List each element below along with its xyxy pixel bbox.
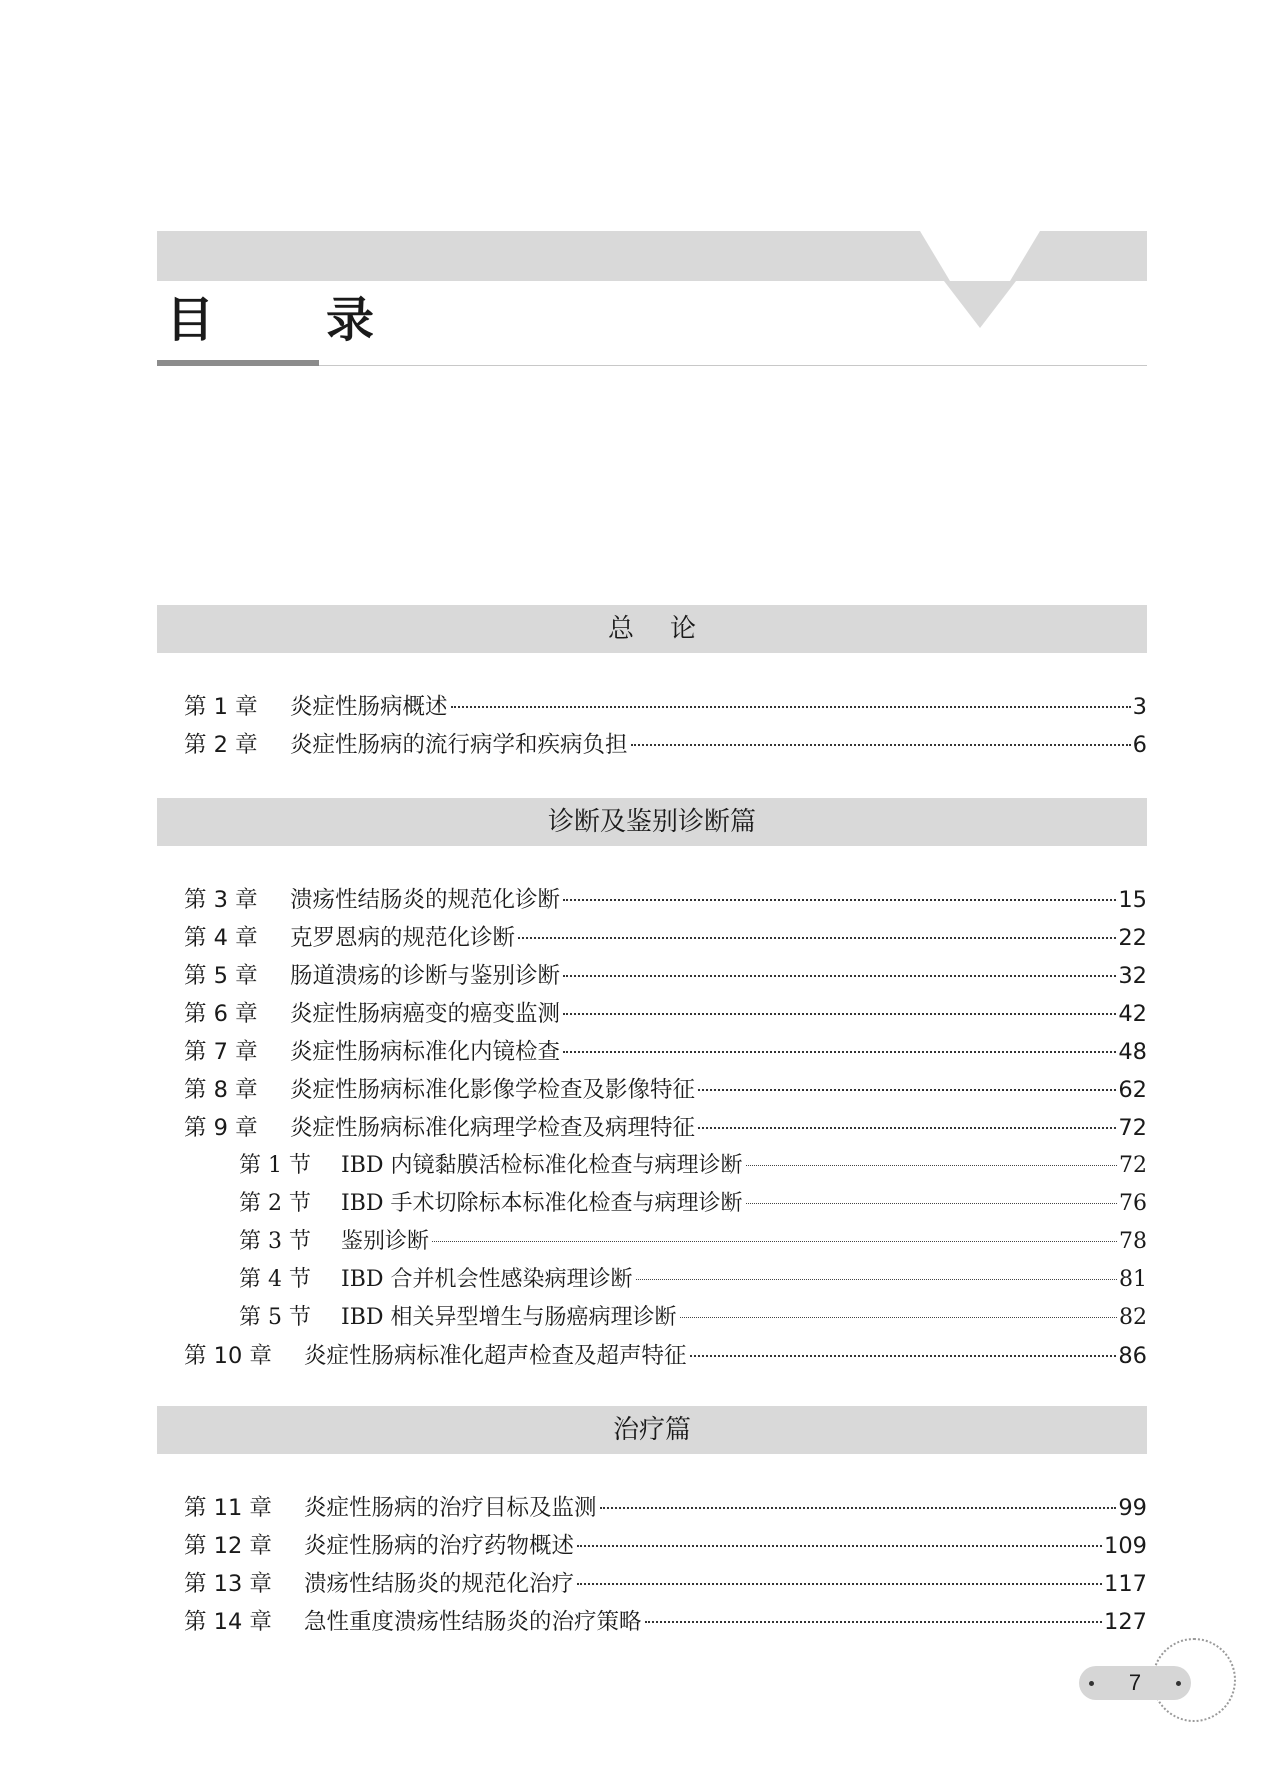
page-number: 22 [1118, 925, 1147, 951]
title-underline-accent [157, 360, 319, 366]
dot-leader [690, 1355, 1117, 1357]
section-heading-general: 总论 [157, 605, 1147, 653]
page-number: 3 [1132, 694, 1147, 720]
toc-subentry[interactable] [239, 1299, 1147, 1337]
chapter-number: 第 5 章 [184, 963, 258, 989]
toc-entry[interactable] [184, 1565, 1147, 1603]
page-number: 15 [1118, 887, 1147, 913]
dot-leader [577, 1583, 1102, 1585]
dot-leader [680, 1317, 1118, 1318]
chapter-number: 第 7 章 [184, 1039, 258, 1065]
page-number: 32 [1118, 963, 1147, 989]
page-number: 62 [1118, 1077, 1147, 1103]
page-number: 76 [1119, 1191, 1147, 1216]
chapter-number: 第 12 章 [184, 1533, 272, 1559]
page-number: 78 [1119, 1229, 1147, 1254]
dot-leader [451, 706, 1131, 708]
chapter-number: 第 8 章 [184, 1077, 258, 1103]
toc-block-treatment [184, 1489, 1147, 1641]
chapter-title: 急性重度溃疡性结肠炎的治疗策略 [304, 1609, 642, 1635]
page-number: 6 [1132, 732, 1147, 758]
page-number: 99 [1118, 1495, 1147, 1521]
dot-leader [698, 1127, 1116, 1129]
page-number: 117 [1104, 1571, 1147, 1597]
header-notch-triangle [920, 231, 1040, 331]
dot-leader [518, 937, 1116, 939]
section-number: 第 1 节 [239, 1153, 311, 1178]
page-number: 86 [1118, 1343, 1147, 1369]
dot-leader [645, 1621, 1103, 1623]
dot-leader [563, 975, 1116, 977]
chapter-title: 溃疡性结肠炎的规范化治疗 [304, 1571, 575, 1597]
chapter-number: 第 3 章 [184, 887, 258, 913]
section-title: 鉴别诊断 [341, 1229, 430, 1254]
folio-dot-right [1176, 1681, 1181, 1686]
chapter-title: 炎症性肠病的治疗目标及监测 [304, 1495, 597, 1521]
chapter-title: 炎症性肠病标准化超声检查及超声特征 [304, 1343, 687, 1369]
folio-badge [1079, 1666, 1191, 1700]
section-heading-treatment: 治疗篇 [157, 1406, 1147, 1454]
toc-subentry[interactable] [239, 1261, 1147, 1299]
toc-entry[interactable] [184, 1033, 1147, 1071]
toc-entry[interactable] [184, 1337, 1147, 1375]
chapter-title: 炎症性肠病概述 [290, 694, 448, 720]
dot-leader [636, 1279, 1118, 1280]
toc-entry[interactable] [184, 919, 1147, 957]
notch-gray-triangle [944, 281, 1016, 328]
toc-entry[interactable] [184, 1071, 1147, 1109]
toc-entry[interactable] [184, 881, 1147, 919]
toc-subentry[interactable] [239, 1185, 1147, 1223]
chapter-number: 第 6 章 [184, 1001, 258, 1027]
chapter-number: 第 10 章 [184, 1343, 272, 1369]
page-number: 82 [1119, 1305, 1147, 1330]
dot-leader [563, 1051, 1116, 1053]
title-underline-rule [319, 365, 1147, 366]
toc-subentry[interactable] [239, 1147, 1147, 1185]
dot-leader [432, 1241, 1117, 1242]
toc-block-diagnosis [184, 881, 1147, 1375]
toc-entry[interactable] [184, 1603, 1147, 1641]
section-title: IBD 相关异型增生与肠癌病理诊断 [341, 1305, 677, 1330]
dot-leader [746, 1165, 1118, 1166]
page-number: 72 [1118, 1115, 1147, 1141]
section-number: 第 2 节 [239, 1191, 311, 1216]
toc-entry[interactable] [184, 726, 1147, 764]
dot-leader [577, 1545, 1102, 1547]
section-number: 第 4 节 [239, 1267, 311, 1292]
dot-leader [563, 1013, 1116, 1015]
page-number: 127 [1104, 1609, 1147, 1635]
chapter-number: 第 14 章 [184, 1609, 272, 1635]
chapter-title: 炎症性肠病癌变的癌变监测 [290, 1001, 561, 1027]
dot-leader [563, 899, 1116, 901]
toc-entry[interactable] [184, 957, 1147, 995]
page-number: 81 [1119, 1267, 1147, 1292]
toc-entry[interactable] [184, 1489, 1147, 1527]
dot-leader [698, 1089, 1116, 1091]
section-heading-diagnosis: 诊断及鉴别诊断篇 [157, 798, 1147, 846]
dot-leader [600, 1507, 1117, 1509]
toc-subentry[interactable] [239, 1223, 1147, 1261]
toc-entry[interactable] [184, 1109, 1147, 1147]
page-number: 72 [1119, 1153, 1147, 1178]
toc-block-general [184, 688, 1147, 764]
section-title: IBD 手术切除标本标准化检查与病理诊断 [341, 1191, 743, 1216]
dot-leader [746, 1203, 1118, 1204]
dot-leader [631, 744, 1131, 746]
chapter-title: 炎症性肠病标准化影像学检查及影像特征 [290, 1077, 696, 1103]
section-number: 第 5 节 [239, 1305, 311, 1330]
toc-entry[interactable] [184, 1527, 1147, 1565]
page-number: 48 [1118, 1039, 1147, 1065]
folio-page-number: 7 [1128, 1670, 1142, 1695]
chapter-number: 第 11 章 [184, 1495, 272, 1521]
chapter-number: 第 13 章 [184, 1571, 272, 1597]
chapter-title: 克罗恩病的规范化诊断 [290, 925, 516, 951]
chapter-title: 溃疡性结肠炎的规范化诊断 [290, 887, 561, 913]
chapter-title: 炎症性肠病的治疗药物概述 [304, 1533, 575, 1559]
section-title: IBD 内镜黏膜活检标准化检查与病理诊断 [341, 1153, 743, 1178]
section-number: 第 3 节 [239, 1229, 311, 1254]
chapter-title: 炎症性肠病的流行病学和疾病负担 [290, 732, 628, 758]
section-title: IBD 合并机会性感染病理诊断 [341, 1267, 633, 1292]
page-title: 目 录 [166, 292, 407, 348]
toc-entry[interactable] [184, 688, 1147, 726]
page-number: 42 [1118, 1001, 1147, 1027]
chapter-title: 炎症性肠病标准化内镜检查 [290, 1039, 561, 1065]
chapter-title: 炎症性肠病标准化病理学检查及病理特征 [290, 1115, 696, 1141]
toc-entry[interactable] [184, 995, 1147, 1033]
chapter-number: 第 2 章 [184, 732, 258, 758]
chapter-number: 第 9 章 [184, 1115, 258, 1141]
page-number: 109 [1104, 1533, 1147, 1559]
chapter-number: 第 4 章 [184, 925, 258, 951]
chapter-number: 第 1 章 [184, 694, 258, 720]
chapter-title: 肠道溃疡的诊断与鉴别诊断 [290, 963, 561, 989]
